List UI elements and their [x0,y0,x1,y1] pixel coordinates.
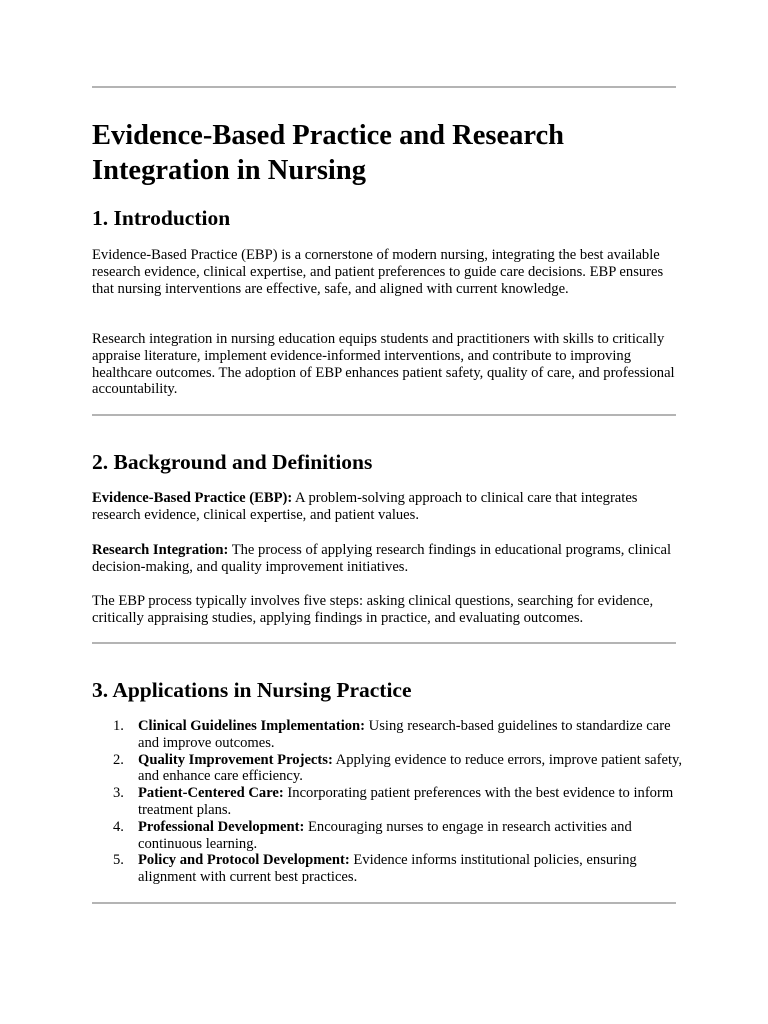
bottom-divider [92,902,676,904]
applications-heading: 3. Applications in Nursing Practice [92,678,412,702]
list-item [92,718,682,752]
introduction-paragraph-1: Evidence-Based Practice (EBP) is a cornerstone of modern nursing, integrating the best available research evidence, clinical expertise, and patient preferences to guide care decisions. EBP ensures that nursing interventions are effective, safe, and aligned with current knowledge. [92,247,664,297]
definition-research-integration-text: The process of applying research findings in educational programs, clinical decision-making, and quality improvement initiatives. [92,542,672,575]
list-item-number: 4. [113,818,124,835]
list-item [92,752,682,786]
list-item-term: Patient-Centered Care: [138,785,284,802]
list-item [92,819,682,853]
document-title: Evidence-Based Practice and Research Integration in Nursing [92,120,565,186]
section-divider-1 [92,414,676,416]
list-item-text: Encouraging nurses to engage in research activities and continuous learning. [138,818,632,852]
list-item-term: Policy and Protocol Development: [138,852,350,869]
list-item-term: Quality Improvement Projects: [138,751,333,768]
definition-research-integration-term: Research Integration: [92,542,229,558]
list-item-term: Professional Development: [138,818,305,835]
list-item-text: Applying evidence to reduce errors, improve patient safety, and enhance care efficiency. [138,751,683,785]
list-item-text: Incorporating patient preferences with the best evidence to inform treatment plans. [138,785,674,818]
list-item [92,852,682,886]
list-item-text: Evidence informs institutional policies, ensuring alignment with current best practices. [138,852,637,886]
ebp-process-paragraph: The EBP process typically involves five steps: asking clinical questions, searching for evidence, critically appraising studies, applying findings in practice, and evaluating outcomes. [92,593,654,626]
definition-research-integration [92,542,682,576]
applications-list [92,718,682,886]
top-divider [92,86,676,88]
definition-ebp-term: Evidence-Based Practice (EBP): [92,490,293,506]
list-item-number: 1. [113,718,124,734]
list-item-number: 2. [113,751,124,768]
introduction-paragraph-2: Research integration in nursing education equips students and practitioners with skills to critically appraise literature, implement evidence-informed interventions, and contribute to improving healthcare outcomes. The adoption of EBP enhances patient safety, quality of care, and professional accountability. [92,331,675,398]
definition-ebp [92,490,682,524]
list-item-text: Using research-based guidelines to standardize care and improve outcomes. [138,718,671,751]
section-divider-2 [92,642,676,644]
list-item-term: Clinical Guidelines Implementation: [138,718,366,734]
introduction-heading: 1. Introduction [92,206,231,230]
background-heading: 2. Background and Definitions [92,450,373,474]
definition-ebp-text: A problem-solving approach to clinical care that integrates research evidence, clinical expertise, and patient values. [92,490,638,523]
list-item [92,785,682,819]
list-item-number: 3. [113,785,124,802]
list-item-number: 5. [113,852,124,869]
